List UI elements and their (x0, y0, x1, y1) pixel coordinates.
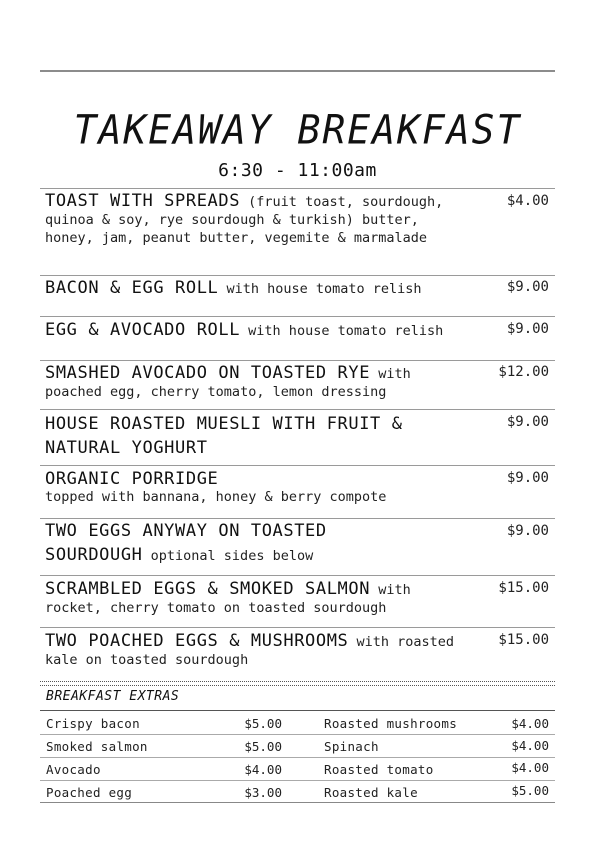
item-price: $15.00 (498, 632, 549, 648)
extra-price: $5.00 (244, 716, 282, 731)
item-description: with house tomato relish (226, 281, 422, 297)
item-description: with rocket, cherry tomato on toasted sourdough (45, 582, 411, 616)
menu-item-two-eggs (45, 520, 405, 568)
item-description: topped with bannana, honey & berry compote (45, 489, 387, 505)
item-divider (40, 627, 555, 628)
extras-row-rule (40, 734, 555, 735)
menu-title: TAKEAWAY BREAKFAST (73, 106, 522, 154)
item-divider (40, 316, 555, 317)
extra-price: $4.00 (511, 716, 549, 731)
item-price: $9.00 (506, 470, 549, 486)
extra-price: $4.00 (244, 762, 282, 777)
item-price: $9.00 (506, 414, 549, 430)
extra-name: Roasted kale (324, 785, 418, 800)
item-description: with house tomato relish (248, 323, 444, 339)
extra-price: $3.00 (244, 785, 282, 800)
extras-row-rule (40, 757, 555, 758)
item-divider (40, 275, 555, 276)
item-name: BACON & EGG ROLL (45, 278, 219, 298)
extras-row-rule (40, 780, 555, 781)
item-description: (fruit toast, sourdough, quinoa & soy, rye sourdough & turkish) butter, honey, jam, peanut butter, vegemite & marmalade (45, 194, 444, 246)
extra-name: Crispy bacon (46, 716, 140, 731)
item-divider (40, 575, 555, 576)
item-divider (40, 188, 555, 189)
menu-item-bacon-egg-roll (45, 279, 475, 298)
item-name: TWO POACHED EGGS & MUSHROOMS (45, 631, 349, 651)
extra-price: $5.00 (244, 739, 282, 754)
menu-item-egg-avocado-roll (45, 321, 445, 340)
item-price: $9.00 (506, 279, 549, 295)
item-description: with roasted kale on toasted sourdough (45, 634, 455, 668)
item-price: $9.00 (506, 523, 549, 539)
extra-price: $5.00 (511, 783, 549, 798)
item-name: SCRAMBLED EGGS & SMOKED SALMON (45, 579, 371, 599)
menu-item-scrambled-eggs (45, 580, 465, 617)
menu-item-poached-eggs (45, 632, 465, 669)
item-name: EGG & AVOCADO ROLL (45, 320, 241, 340)
extras-divider (40, 681, 555, 686)
menu-item-toast (45, 192, 475, 247)
item-description: optional sides below (150, 548, 314, 564)
extra-price: $4.00 (511, 760, 549, 775)
menu-item-porridge (45, 470, 475, 506)
item-description: with poached egg, cherry tomato, lemon dressing (45, 366, 411, 400)
extras-title: BREAKFAST EXTRAS (46, 689, 180, 704)
menu-item-muesli (45, 413, 445, 461)
item-name: HOUSE ROASTED MUESLI WITH FRUIT & NATURAL YOGHURT (45, 414, 403, 458)
item-name: TOAST WITH SPREADS (45, 191, 241, 211)
extra-name: Smoked salmon (46, 739, 148, 754)
item-divider (40, 465, 555, 466)
item-divider (40, 360, 555, 361)
item-name: ORGANIC PORRIDGE (45, 469, 219, 489)
extras-bottom-rule (40, 802, 555, 803)
extra-price: $4.00 (511, 738, 549, 753)
item-divider (40, 409, 555, 410)
extras-header-rule (40, 710, 555, 711)
extra-name: Avocado (46, 762, 101, 777)
item-price: $12.00 (498, 364, 549, 380)
top-divider (40, 70, 555, 72)
extra-name: Roasted mushrooms (324, 716, 458, 731)
item-price: $4.00 (506, 193, 549, 209)
item-name: TWO EGGS ANYWAY ON TOASTED SOURDOUGH (45, 521, 327, 565)
item-price: $15.00 (498, 580, 549, 596)
extra-name: Roasted tomato (324, 762, 434, 777)
item-divider (40, 518, 555, 519)
item-price: $9.00 (506, 321, 549, 337)
extra-name: Spinach (324, 739, 379, 754)
item-name: SMASHED AVOCADO ON TOASTED RYE (45, 363, 371, 383)
service-hours: 6:30 - 11:00am (218, 160, 377, 181)
menu-item-smashed-avocado (45, 364, 460, 401)
extra-name: Poached egg (46, 785, 133, 800)
